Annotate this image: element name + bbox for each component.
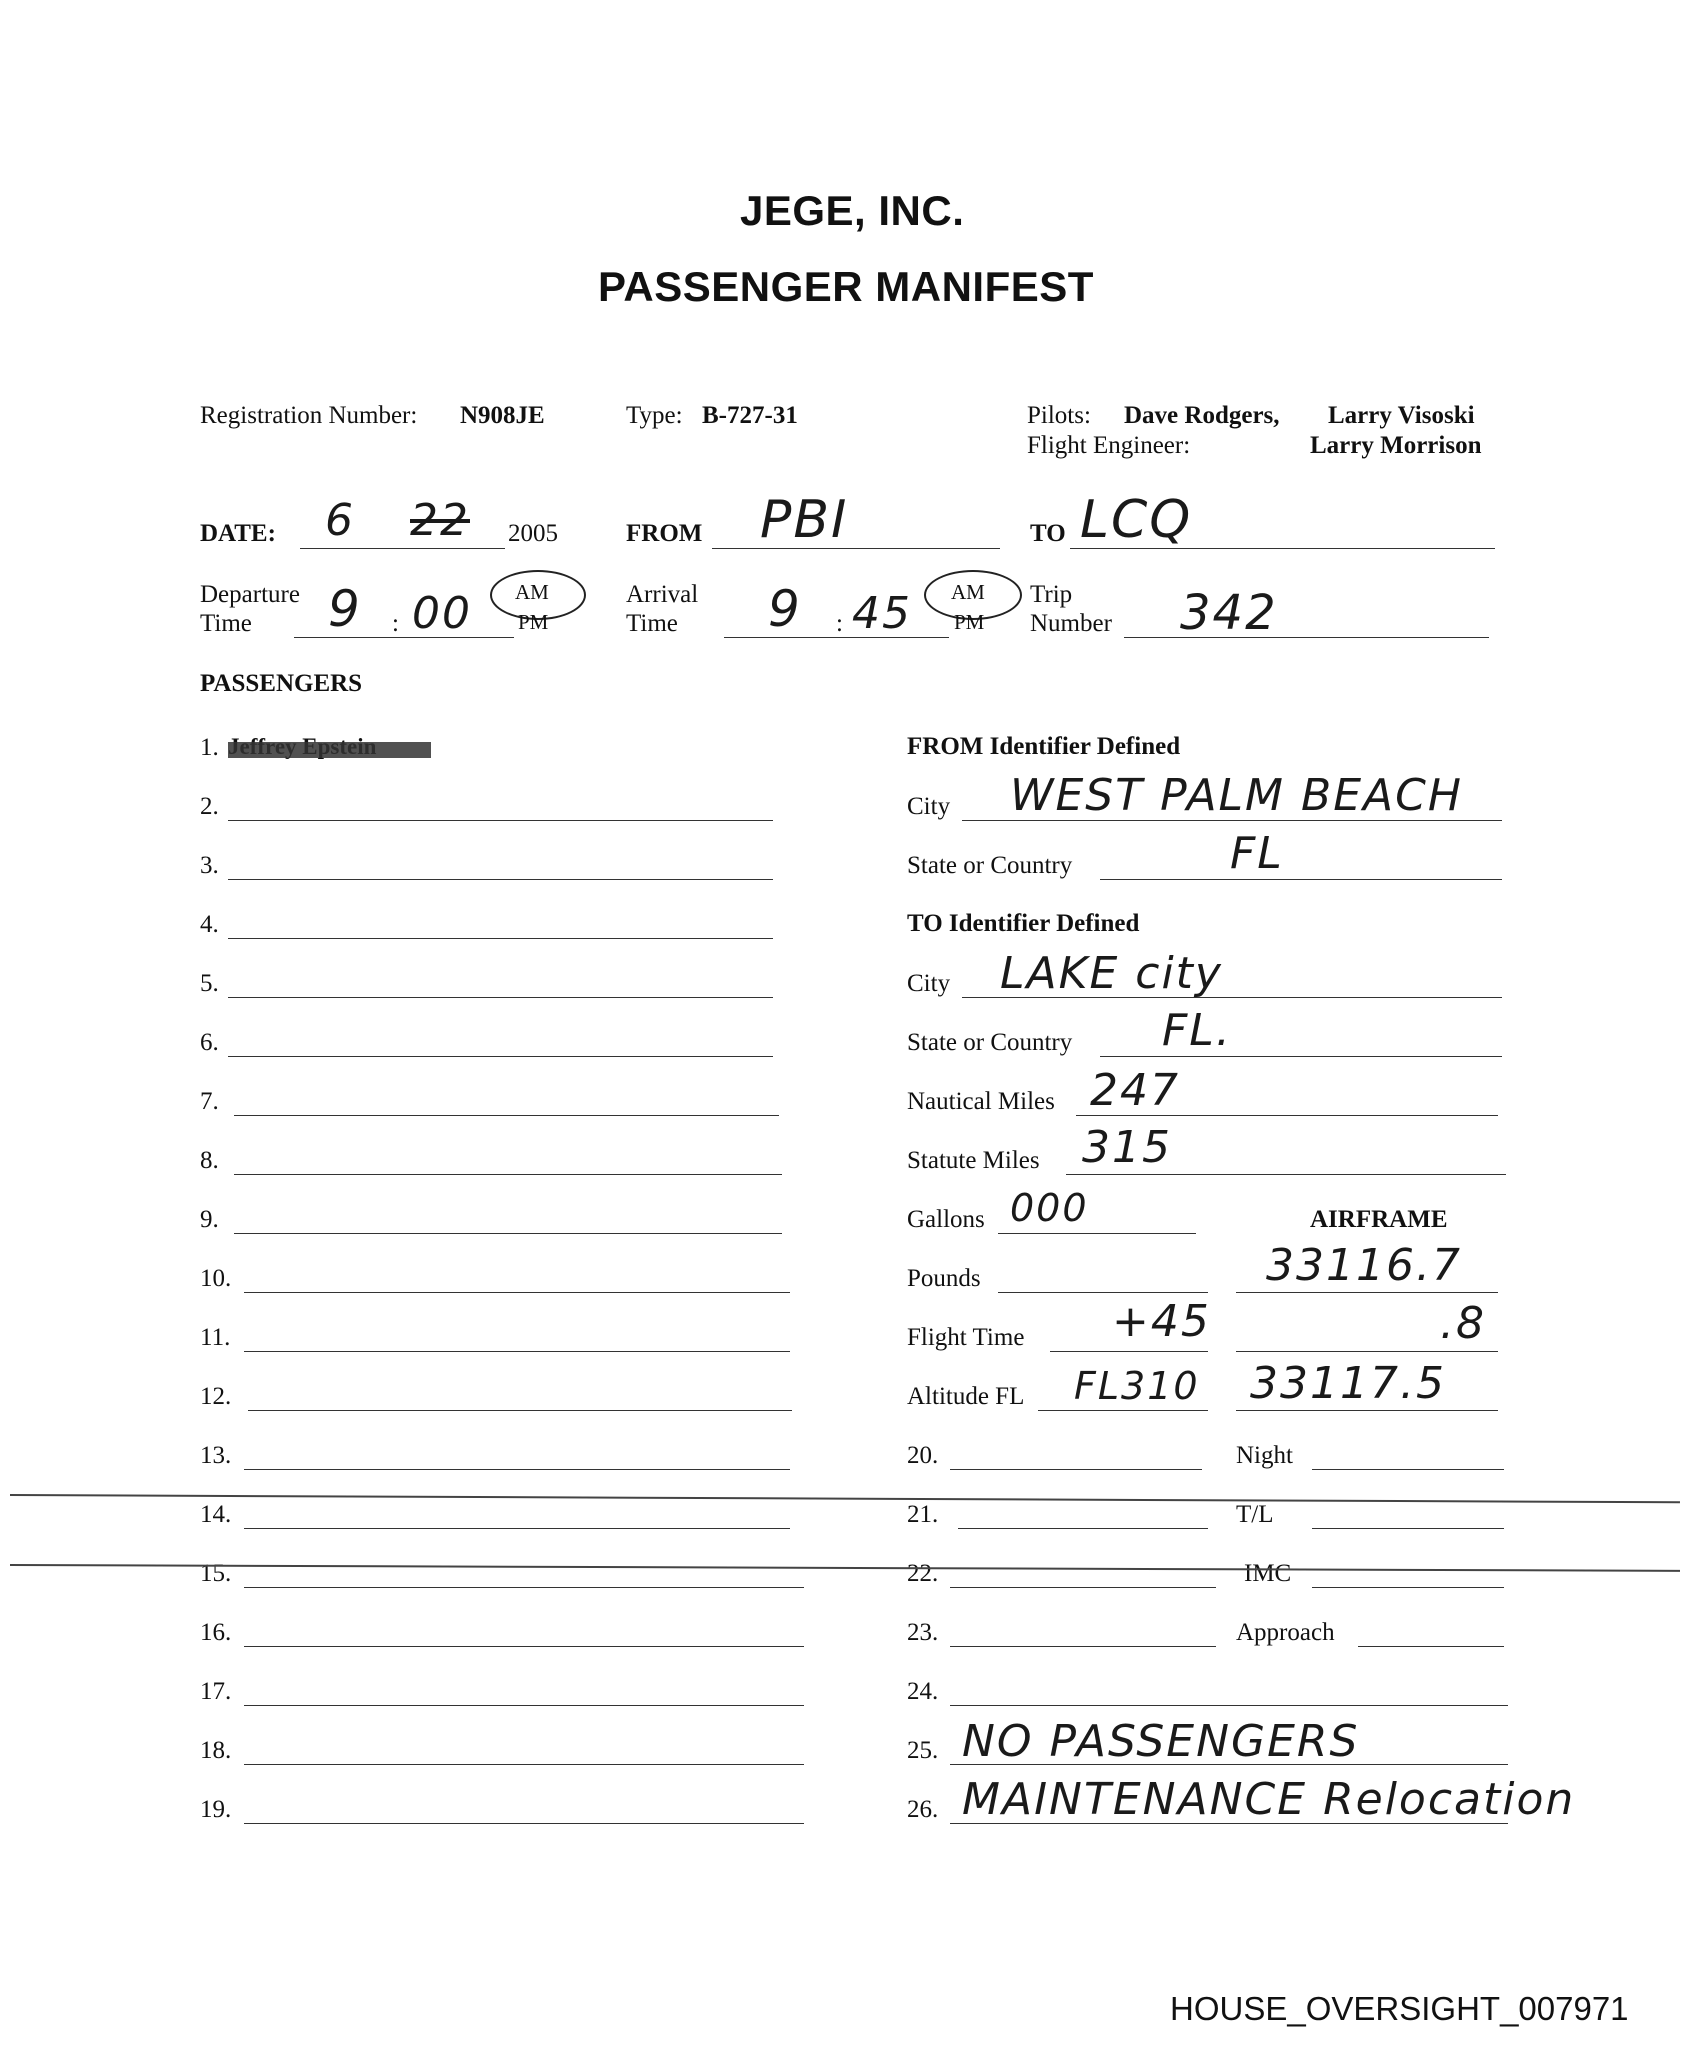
passenger-line <box>244 1528 790 1529</box>
arrival-label: Arrival Time <box>626 581 699 637</box>
departure-pm: PM <box>518 610 549 634</box>
departure-hour: 9 <box>328 580 362 638</box>
passenger-line <box>228 1056 773 1057</box>
type-label: Type: <box>626 402 683 429</box>
from-value: PBI <box>760 490 849 550</box>
to-city-value: LAKE city <box>1000 948 1223 999</box>
row-number: 22. <box>907 1560 939 1587</box>
nautical-miles-value: 247 <box>1090 1065 1180 1116</box>
passenger-line <box>244 1764 804 1765</box>
passenger-line <box>228 938 773 939</box>
passenger-number: 6. <box>200 1029 219 1056</box>
passenger-line <box>244 1469 790 1470</box>
to-city-label: City <box>907 970 951 997</box>
airframe-delta-value: .8 <box>1440 1298 1486 1349</box>
to-value: LCQ <box>1080 490 1193 550</box>
registration-label: Registration Number: <box>200 402 418 429</box>
to-label: TO <box>1030 520 1066 547</box>
arrival-colon: : <box>836 610 843 637</box>
departure-colon: : <box>392 610 399 637</box>
passenger-line <box>244 1646 804 1647</box>
gallons-label: Gallons <box>907 1206 985 1233</box>
passenger-line <box>248 1410 792 1411</box>
passenger-line <box>244 1292 790 1293</box>
tl-label: T/L <box>1236 1501 1274 1528</box>
statute-miles-label: Statute Miles <box>907 1147 1040 1174</box>
row-number: 20. <box>907 1442 939 1469</box>
date-day: 22 <box>410 495 470 546</box>
passenger-number: 2. <box>200 793 219 820</box>
row-number: 26. <box>907 1796 939 1823</box>
passenger-number: 9. <box>200 1206 219 1233</box>
passengers-heading: PASSENGERS <box>200 670 363 697</box>
altitude-label: Altitude FL <box>907 1383 1025 1410</box>
trip-number-label: Trip Number <box>1030 581 1112 637</box>
departure-min: 00 <box>412 588 472 639</box>
engineer-value: Larry Morrison <box>1310 432 1482 459</box>
departure-am: AM <box>515 580 549 604</box>
passenger-number: 10. <box>200 1265 232 1292</box>
passenger-line <box>228 879 773 880</box>
redaction-mark <box>228 742 431 758</box>
passenger-number: 5. <box>200 970 219 997</box>
departure-label: Departure Time <box>200 581 300 637</box>
date-label: DATE: <box>200 520 276 547</box>
from-label: FROM <box>626 520 703 547</box>
arrival-pm: PM <box>954 610 985 634</box>
passenger-line <box>244 1587 804 1588</box>
passenger-number: 17. <box>200 1678 232 1705</box>
pilots-label: Pilots: <box>1027 402 1091 429</box>
passenger-line <box>244 1705 804 1706</box>
passenger-line <box>234 1115 779 1116</box>
pounds-label: Pounds <box>907 1265 981 1292</box>
row-number: 21. <box>907 1501 939 1528</box>
from-state-value: FL <box>1230 828 1284 879</box>
arrival-min: 45 <box>852 588 912 639</box>
passenger-number: 7. <box>200 1088 219 1115</box>
passenger-number: 19. <box>200 1796 232 1823</box>
type-value: B-727-31 <box>702 402 798 429</box>
passenger-number: 12. <box>200 1383 232 1410</box>
arrival-hour: 9 <box>768 580 802 638</box>
airframe-start-value: 33116.7 <box>1266 1240 1462 1291</box>
passenger-number: 18. <box>200 1737 232 1764</box>
nautical-miles-label: Nautical Miles <box>907 1088 1055 1115</box>
trip-number-value: 342 <box>1180 585 1278 641</box>
approach-label: Approach <box>1236 1619 1335 1646</box>
passenger-line <box>244 1823 804 1824</box>
pilot-2: Larry Visoski <box>1328 402 1475 429</box>
passenger-number: 16. <box>200 1619 232 1646</box>
from-city-label: City <box>907 793 951 820</box>
passenger-line <box>244 1351 790 1352</box>
passenger-number: 1. <box>200 734 219 761</box>
flight-time-label: Flight Time <box>907 1324 1025 1351</box>
date-year: 2005 <box>508 520 558 547</box>
row-26-note: MAINTENANCE Relocation <box>962 1774 1576 1825</box>
company-name: JEGE, INC. <box>740 187 965 234</box>
document-title: PASSENGER MANIFEST <box>598 263 1094 310</box>
passenger-line <box>228 997 773 998</box>
gallons-value: 000 <box>1010 1186 1089 1230</box>
to-state-label: State or Country <box>907 1029 1073 1056</box>
from-city-value: WEST PALM BEACH <box>1010 770 1463 821</box>
passenger-number: 3. <box>200 852 219 879</box>
passenger-number: 4. <box>200 911 219 938</box>
pilot-1: Dave Rodgers, <box>1124 402 1280 429</box>
passenger-number: 14. <box>200 1501 232 1528</box>
passenger-number: 11. <box>200 1324 231 1351</box>
to-state-value: FL. <box>1162 1005 1232 1056</box>
night-label: Night <box>1236 1442 1293 1469</box>
date-month: 6 <box>325 495 355 546</box>
passenger-line <box>228 820 773 821</box>
row-number: 24. <box>907 1678 939 1705</box>
engineer-label: Flight Engineer: <box>1027 432 1191 459</box>
row-number: 25. <box>907 1737 939 1764</box>
passenger-line <box>234 1233 782 1234</box>
strike-line <box>10 1564 1680 1572</box>
from-state-label: State or Country <box>907 852 1073 879</box>
arrival-am: AM <box>951 580 985 604</box>
bates-number: HOUSE_OVERSIGHT_007971 <box>1170 1990 1629 2027</box>
to-identifier-heading: TO Identifier Defined <box>907 910 1140 937</box>
from-identifier-heading: FROM Identifier Defined <box>907 733 1181 760</box>
passenger-line <box>234 1174 782 1175</box>
altitude-value: FL310 <box>1074 1364 1200 1408</box>
airframe-label: AIRFRAME <box>1310 1206 1448 1233</box>
registration-value: N908JE <box>460 402 545 429</box>
passenger-number: 8. <box>200 1147 219 1174</box>
imc-label: IMC <box>1244 1560 1292 1587</box>
row-25-note: NO PASSENGERS <box>962 1716 1360 1767</box>
passenger-number: 13. <box>200 1442 232 1469</box>
flight-time-value: +45 <box>1112 1296 1211 1347</box>
airframe-end-value: 33117.5 <box>1250 1358 1446 1409</box>
row-number: 23. <box>907 1619 939 1646</box>
statute-miles-value: 315 <box>1082 1122 1172 1173</box>
passenger-number: 15. <box>200 1560 232 1587</box>
strike-line <box>10 1494 1680 1503</box>
